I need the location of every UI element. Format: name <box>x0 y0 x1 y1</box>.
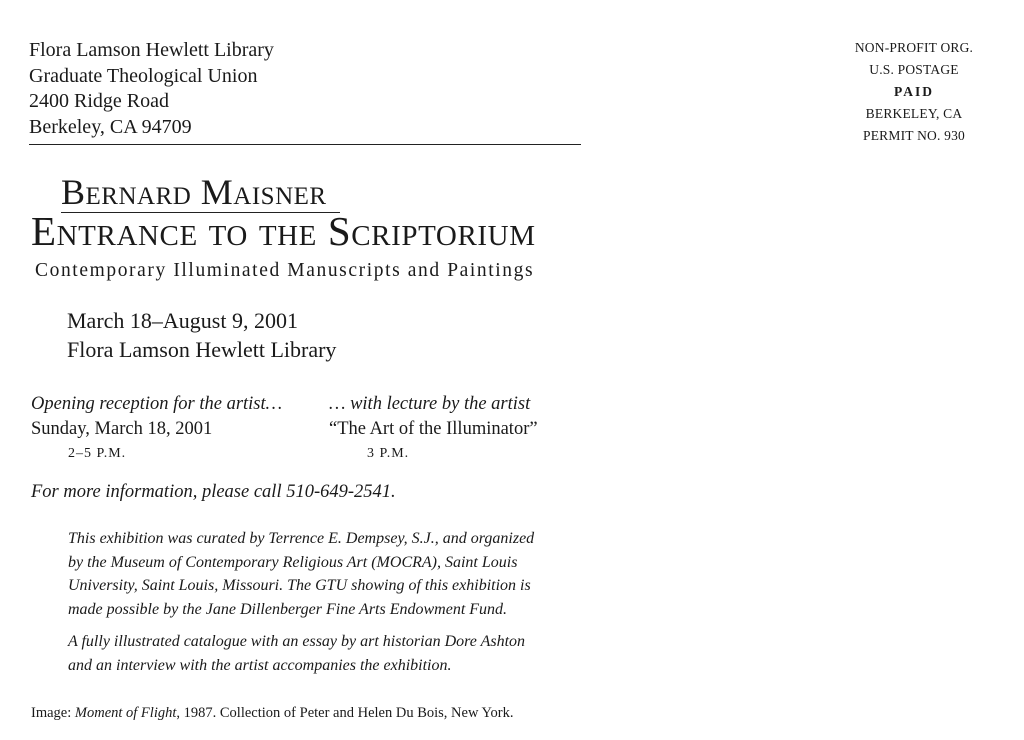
image-credit <box>31 702 513 724</box>
contact-info: For more information, please call 510-649-2541. <box>31 482 396 502</box>
lecture-intro: … with lecture by the artist <box>329 394 531 414</box>
return-address-line: 2400 Ridge Road <box>29 90 169 112</box>
return-address-line: Berkeley, CA 94709 <box>29 115 192 138</box>
return-address-line: Graduate Theological Union <box>29 64 258 87</box>
exhibition-dates <box>67 306 336 364</box>
curation-line: University, Saint Louis, Missouri. The GTU showing of this exhibition is <box>68 577 531 594</box>
lecture-details <box>329 392 538 466</box>
curation-note <box>68 527 534 621</box>
reception-intro: Opening reception for the artist… <box>31 394 283 414</box>
postage-indicia <box>832 37 996 147</box>
postage-line: U.S. POSTAGE <box>869 62 959 77</box>
postage-permit: PERMIT NO. 930 <box>863 128 965 143</box>
lecture-title: “The Art of the Illuminator” <box>329 419 538 439</box>
postage-line: BERKELEY, CA <box>865 106 963 121</box>
postage-line: NON-PROFIT ORG. <box>854 40 974 55</box>
reception-time: 2–5 P.M. <box>68 446 127 461</box>
catalogue-note <box>68 630 525 677</box>
lecture-time: 3 P.M. <box>367 446 410 461</box>
venue: Flora Lamson Hewlett Library <box>67 337 337 362</box>
reception-details <box>31 392 282 466</box>
curation-line: by the Museum of Contemporary Religious Art (MOCRA), Saint Louis <box>68 553 518 571</box>
catalogue-line: A fully illustrated catalogue with an essay by art historian Dore Ashton <box>68 633 526 650</box>
image-credit-details: , 1987. Collection of Peter and Helen Du Bois, New York. <box>176 705 514 721</box>
image-credit-prefix: Image: <box>31 705 75 721</box>
curation-line: This exhibition was curated by Terrence E. Dempsey, S.J., and organized <box>68 530 535 547</box>
date-range: March 18–August 9, 2001 <box>67 308 298 333</box>
return-address-line: Flora Lamson Hewlett Library <box>29 39 274 61</box>
exhibition-title: Entrance to the Scriptorium <box>31 208 536 254</box>
artwork-title: Moment of Flight <box>74 705 177 721</box>
reception-date: Sunday, March 18, 2001 <box>31 419 213 439</box>
catalogue-line: and an interview with the artist accompanies the exhibition. <box>68 656 452 674</box>
return-address <box>29 38 581 140</box>
artist-name: Bernard Maisner <box>61 172 327 212</box>
exhibition-subtitle: Contemporary Illuminated Manuscripts and Paintings <box>35 260 535 281</box>
curation-line: made possible by the Jane Dillenberger Fine Arts Endowment Fund. <box>68 600 508 618</box>
postage-paid: PAID <box>894 84 934 99</box>
address-divider <box>29 144 581 145</box>
